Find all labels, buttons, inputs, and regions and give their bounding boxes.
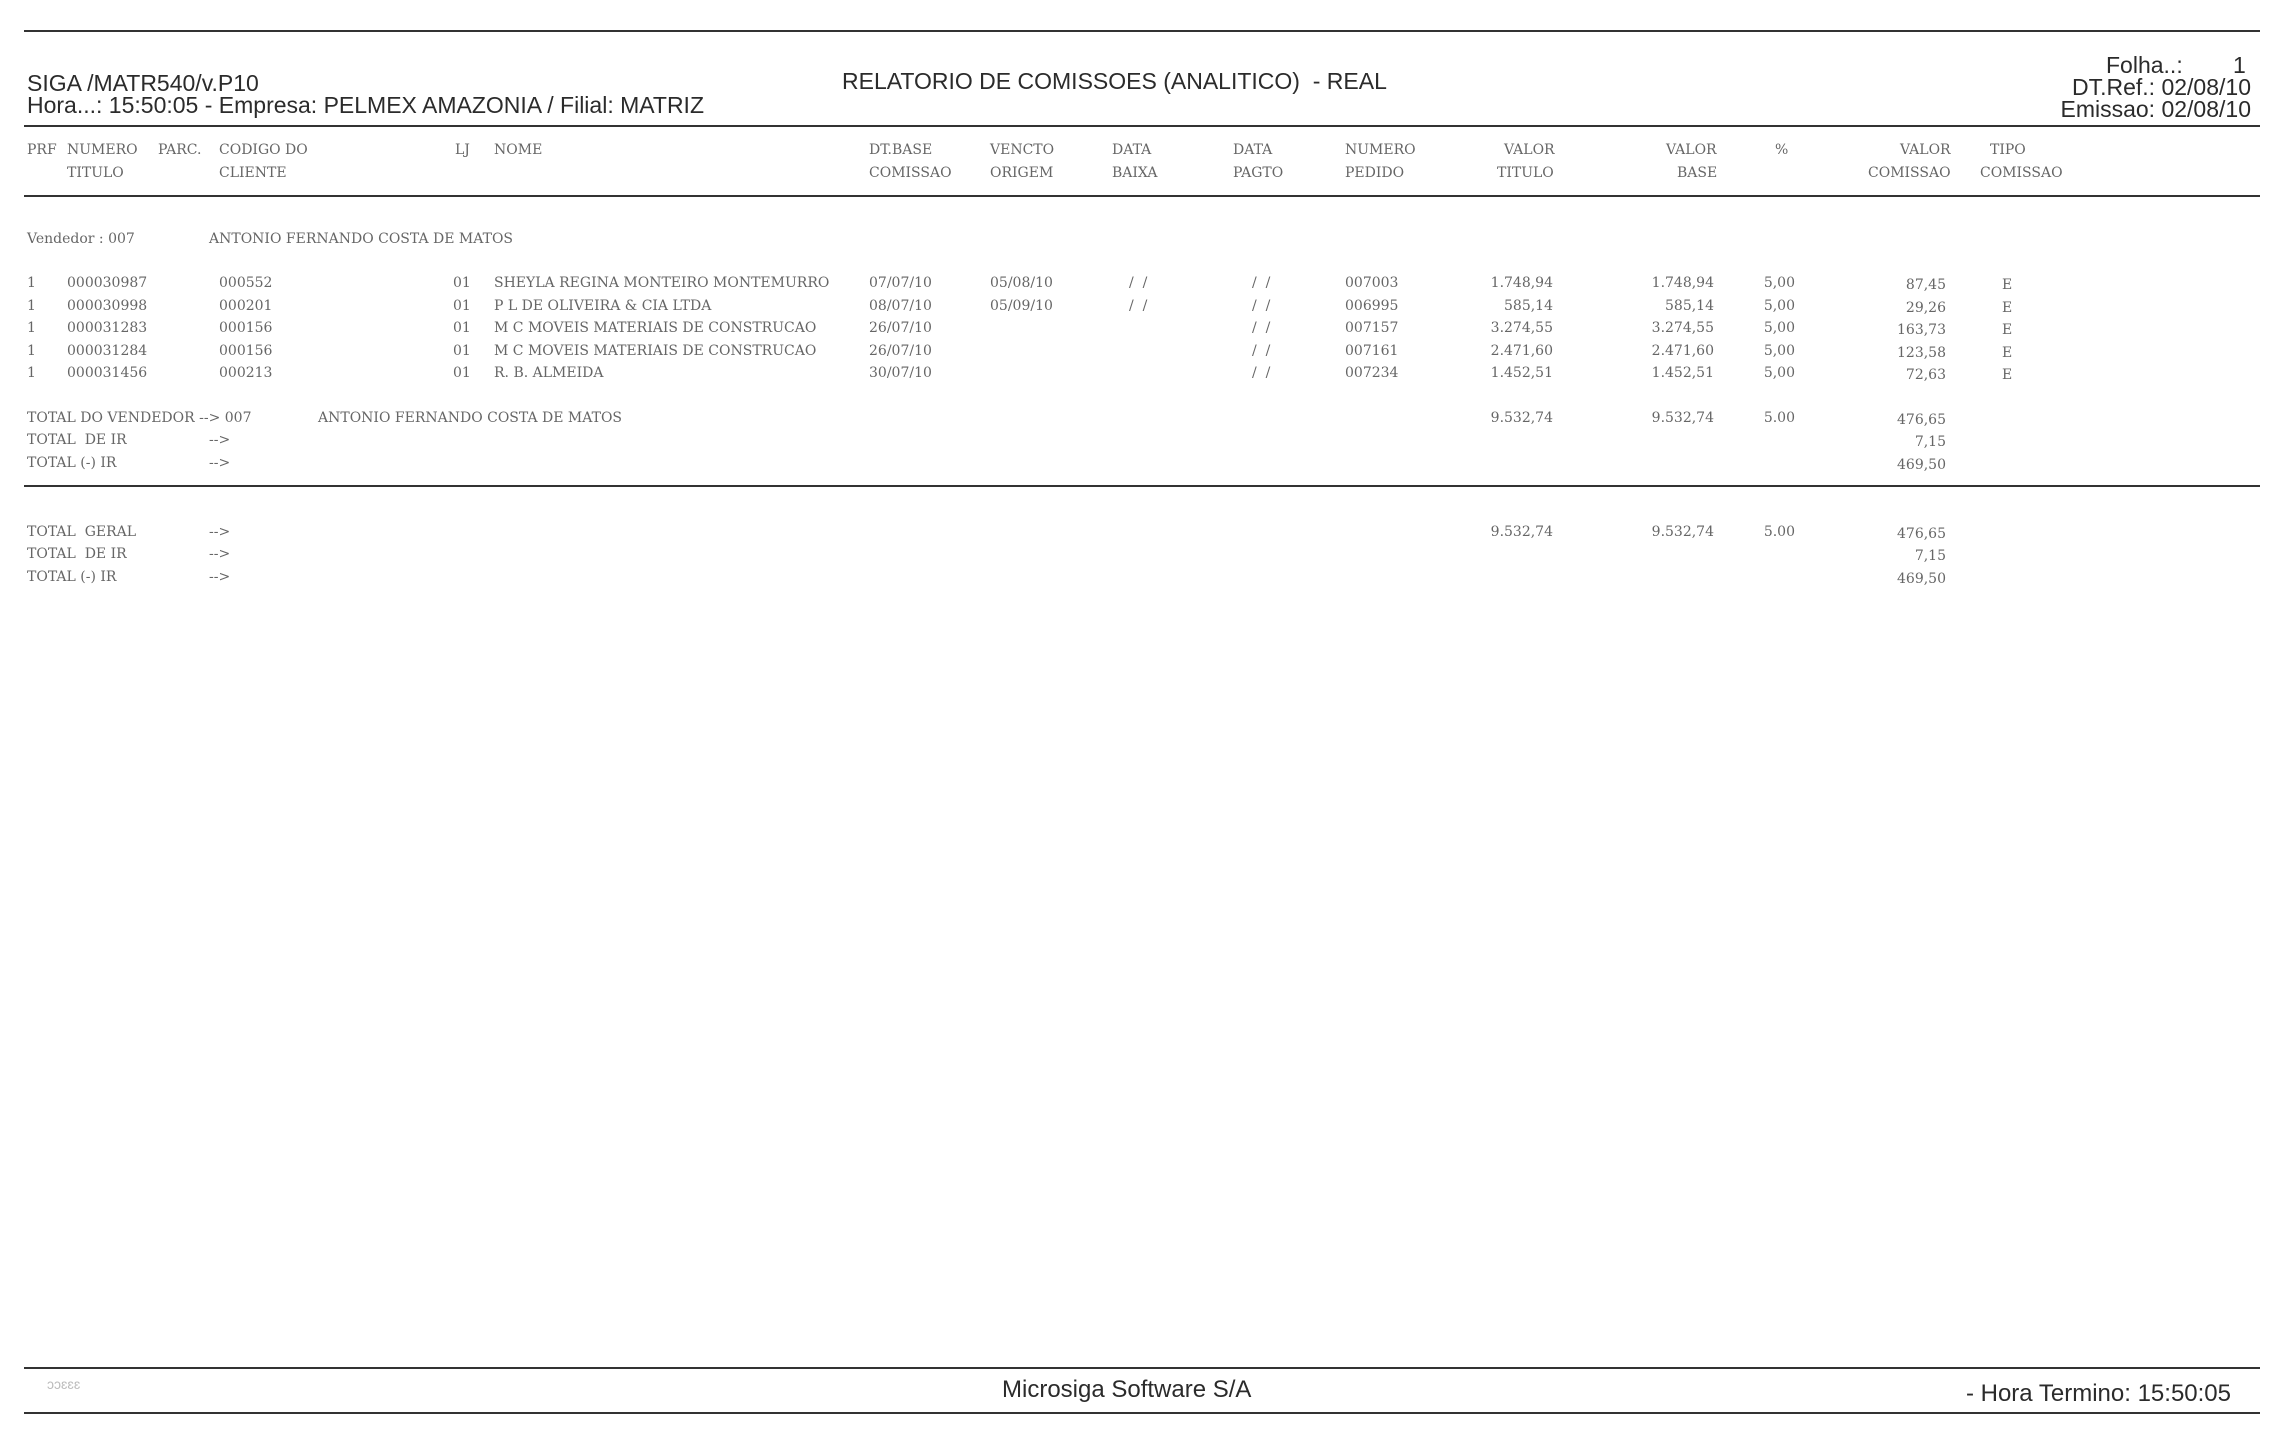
cell-vtitulo: 3.274,55 bbox=[1490, 320, 1553, 336]
cell-nome: R. B. ALMEIDA bbox=[494, 365, 604, 381]
cell-vcom: 163,73 bbox=[1897, 322, 1946, 338]
cell-prf: 1 bbox=[27, 342, 36, 359]
col-dtbase-1: DT.BASE bbox=[869, 142, 933, 158]
vendor-total-label: TOTAL DO VENDEDOR --> 007 bbox=[27, 410, 252, 426]
cell-dtbase: 30/07/10 bbox=[869, 365, 932, 381]
cell-lj: 01 bbox=[453, 320, 471, 336]
col-vcom-1: VALOR bbox=[1900, 142, 1951, 158]
vendor-total-vtitulo: 9.532,74 bbox=[1490, 410, 1553, 426]
vendor-total-name: ANTONIO FERNANDO COSTA DE MATOS bbox=[318, 410, 623, 426]
col-vencto-1: VENCTO bbox=[990, 142, 1055, 158]
cell-vtitulo: 1.748,94 bbox=[1490, 275, 1553, 291]
col-pedido-2: PEDIDO bbox=[1345, 165, 1405, 181]
cell-nome: SHEYLA REGINA MONTEIRO MONTEMURRO bbox=[494, 275, 830, 291]
cell-vbase: 2.471,60 bbox=[1651, 342, 1714, 359]
cell-lj: 01 bbox=[453, 342, 471, 359]
cell-dtbase: 26/07/10 bbox=[869, 320, 932, 336]
folha-label: Folha..: bbox=[2106, 52, 2183, 78]
vendor-totals-rule bbox=[24, 485, 2260, 487]
hora-empresa-line: Hora...: 15:50:05 - Empresa: PELMEX AMAZONIA / Filial: MATRIZ bbox=[27, 92, 704, 118]
cell-titulo: 000030998 bbox=[67, 297, 148, 314]
vendor-ir-value: 7,15 bbox=[1914, 434, 1946, 450]
cell-nome: M C MOVEIS MATERIAIS DE CONSTRUCAO bbox=[494, 320, 817, 336]
cell-lj: 01 bbox=[453, 275, 471, 291]
cell-dtbase: 07/07/10 bbox=[869, 275, 932, 291]
cell-pct: 5,00 bbox=[1763, 320, 1795, 336]
cell-pct: 5,00 bbox=[1763, 342, 1795, 359]
col-parc: PARC. bbox=[158, 142, 202, 158]
cell-dtbase: 26/07/10 bbox=[869, 342, 932, 359]
vendor-total-vcom: 476,65 bbox=[1897, 412, 1946, 428]
cell-vbase: 3.274,55 bbox=[1651, 320, 1714, 336]
footer-bottom-rule bbox=[24, 1412, 2260, 1414]
cell-pagto: / / bbox=[1252, 365, 1271, 381]
cell-pagto: / / bbox=[1252, 320, 1271, 336]
grand-total-vcom: 476,65 bbox=[1897, 526, 1946, 542]
cell-cliente: 000201 bbox=[219, 297, 273, 314]
vendor-ir-label: TOTAL DE IR bbox=[27, 432, 127, 448]
cell-titulo: 000031456 bbox=[67, 365, 148, 381]
cell-nome: P L DE OLIVEIRA & CIA LTDA bbox=[494, 297, 712, 314]
grand-total-pct: 5.00 bbox=[1763, 524, 1795, 540]
grand-ir-value: 7,15 bbox=[1914, 548, 1946, 564]
cell-cliente: 000156 bbox=[219, 320, 273, 336]
footer-hora-termino: - Hora Termino: 15:50:05 bbox=[1965, 1380, 2231, 1407]
col-baixa-1: DATA bbox=[1112, 142, 1152, 158]
cell-vencto: 05/09/10 bbox=[990, 297, 1053, 314]
vendor-net-label: TOTAL (-) IR bbox=[27, 455, 117, 471]
cell-vbase: 585,14 bbox=[1665, 297, 1714, 314]
cell-vtitulo: 585,14 bbox=[1504, 297, 1553, 314]
grand-total-arrow: --> bbox=[209, 524, 231, 540]
cell-prf: 1 bbox=[27, 297, 36, 314]
footer-company: Microsiga Software S/A bbox=[1002, 1376, 1252, 1403]
col-pagto-2: PAGTO bbox=[1233, 165, 1284, 181]
col-vencto-2: ORIGEM bbox=[990, 165, 1054, 181]
vendor-total-vbase: 9.532,74 bbox=[1651, 410, 1714, 426]
cell-pedido: 007161 bbox=[1345, 342, 1399, 359]
top-rule bbox=[24, 30, 2260, 32]
cell-prf: 1 bbox=[27, 275, 36, 291]
cell-pedido: 006995 bbox=[1345, 297, 1399, 314]
col-numero-1: NUMERO bbox=[67, 142, 138, 158]
cell-lj: 01 bbox=[453, 365, 471, 381]
col-prf: PRF bbox=[27, 142, 57, 158]
cell-tipo: E bbox=[2002, 299, 2013, 316]
col-pagto-1: DATA bbox=[1233, 142, 1273, 158]
cell-cliente: 000213 bbox=[219, 365, 273, 381]
col-vbase-1: VALOR bbox=[1666, 142, 1717, 158]
col-tipo-2: COMISSAO bbox=[1980, 165, 2063, 181]
cell-tipo: E bbox=[2002, 277, 2013, 293]
cell-pct: 5,00 bbox=[1763, 365, 1795, 381]
cell-vbase: 1.452,51 bbox=[1651, 365, 1714, 381]
vendor-ir-arrow: --> bbox=[209, 432, 231, 448]
cell-vtitulo: 2.471,60 bbox=[1490, 342, 1553, 359]
cell-vcom: 87,45 bbox=[1905, 277, 1946, 293]
cell-vcom: 29,26 bbox=[1905, 299, 1946, 316]
cell-prf: 1 bbox=[27, 320, 36, 336]
cell-vencto: 05/08/10 bbox=[990, 275, 1053, 291]
cell-pct: 5,00 bbox=[1763, 297, 1795, 314]
grand-net-value: 469,50 bbox=[1897, 571, 1946, 587]
grand-total-vtitulo: 9.532,74 bbox=[1490, 524, 1553, 540]
vendor-net-value: 469,50 bbox=[1897, 457, 1946, 473]
col-pedido-1: NUMERO bbox=[1345, 142, 1416, 158]
cell-titulo: 000031283 bbox=[67, 320, 148, 336]
vendedor-label: Vendedor : 007 bbox=[27, 231, 135, 247]
vendor-net-arrow: --> bbox=[209, 455, 231, 471]
header-rule bbox=[24, 125, 2260, 127]
cell-dtbase: 08/07/10 bbox=[869, 297, 932, 314]
cell-vcom: 72,63 bbox=[1905, 367, 1946, 383]
emissao: Emissao: 02/08/10 bbox=[2060, 96, 2251, 122]
col-vcom-2: COMISSAO bbox=[1868, 165, 1951, 181]
col-lj: LJ bbox=[455, 142, 470, 158]
cell-pct: 5,00 bbox=[1763, 275, 1795, 291]
cell-pagto: / / bbox=[1252, 275, 1271, 291]
cell-tipo: E bbox=[2002, 367, 2013, 383]
grand-net-label: TOTAL (-) IR bbox=[27, 569, 117, 585]
cell-vbase: 1.748,94 bbox=[1651, 275, 1714, 291]
cell-vcom: 123,58 bbox=[1897, 344, 1946, 361]
grand-total-vbase: 9.532,74 bbox=[1651, 524, 1714, 540]
col-pct: % bbox=[1775, 142, 1789, 158]
cell-lj: 01 bbox=[453, 297, 471, 314]
cell-pedido: 007234 bbox=[1345, 365, 1399, 381]
cell-cliente: 000552 bbox=[219, 275, 273, 291]
cell-nome: M C MOVEIS MATERIAIS DE CONSTRUCAO bbox=[494, 342, 817, 359]
cell-pagto: / / bbox=[1252, 297, 1271, 314]
cell-pedido: 007003 bbox=[1345, 275, 1399, 291]
footer-top-rule bbox=[24, 1367, 2260, 1369]
grand-ir-label: TOTAL DE IR bbox=[27, 546, 127, 562]
cell-prf: 1 bbox=[27, 365, 36, 381]
cell-baixa: / / bbox=[1129, 297, 1148, 314]
grand-ir-arrow: --> bbox=[209, 546, 231, 562]
cell-pagto: / / bbox=[1252, 342, 1271, 359]
cell-titulo: 000031284 bbox=[67, 342, 148, 359]
cell-vtitulo: 1.452,51 bbox=[1490, 365, 1553, 381]
grand-total-label: TOTAL GERAL bbox=[27, 524, 137, 540]
cell-pedido: 007157 bbox=[1345, 320, 1399, 336]
col-vtitulo-1: VALOR bbox=[1504, 142, 1555, 158]
col-codigo-2: CLIENTE bbox=[219, 165, 287, 181]
col-codigo-1: CODIGO DO bbox=[219, 142, 308, 158]
cell-cliente: 000156 bbox=[219, 342, 273, 359]
grand-net-arrow: --> bbox=[209, 569, 231, 585]
cell-titulo: 000030987 bbox=[67, 275, 148, 291]
col-tipo-1: TIPO bbox=[1990, 142, 2026, 158]
footer-logo-mark: ɔɔɛɛɛ bbox=[47, 1376, 81, 1392]
vendedor-name: ANTONIO FERNANDO COSTA DE MATOS bbox=[209, 231, 514, 247]
program-id: SIGA /MATR540/v.P10 bbox=[27, 70, 259, 96]
folha-value: 1 bbox=[2233, 52, 2246, 78]
col-numero-2: TITULO bbox=[67, 165, 124, 181]
col-baixa-2: BAIXA bbox=[1112, 165, 1158, 181]
dt-ref: DT.Ref.: 02/08/10 bbox=[2072, 74, 2251, 100]
col-vtitulo-2: TITULO bbox=[1497, 165, 1554, 181]
col-dtbase-2: COMISSAO bbox=[869, 165, 952, 181]
cell-baixa: / / bbox=[1129, 275, 1148, 291]
col-vbase-2: BASE bbox=[1677, 165, 1718, 181]
vendor-total-pct: 5.00 bbox=[1763, 410, 1795, 426]
cell-tipo: E bbox=[2002, 322, 2013, 338]
col-nome: NOME bbox=[494, 142, 543, 158]
report-title: RELATORIO DE COMISSOES (ANALITICO) - REAL bbox=[842, 68, 1387, 94]
cell-tipo: E bbox=[2002, 344, 2013, 361]
column-header-rule bbox=[24, 195, 2260, 197]
